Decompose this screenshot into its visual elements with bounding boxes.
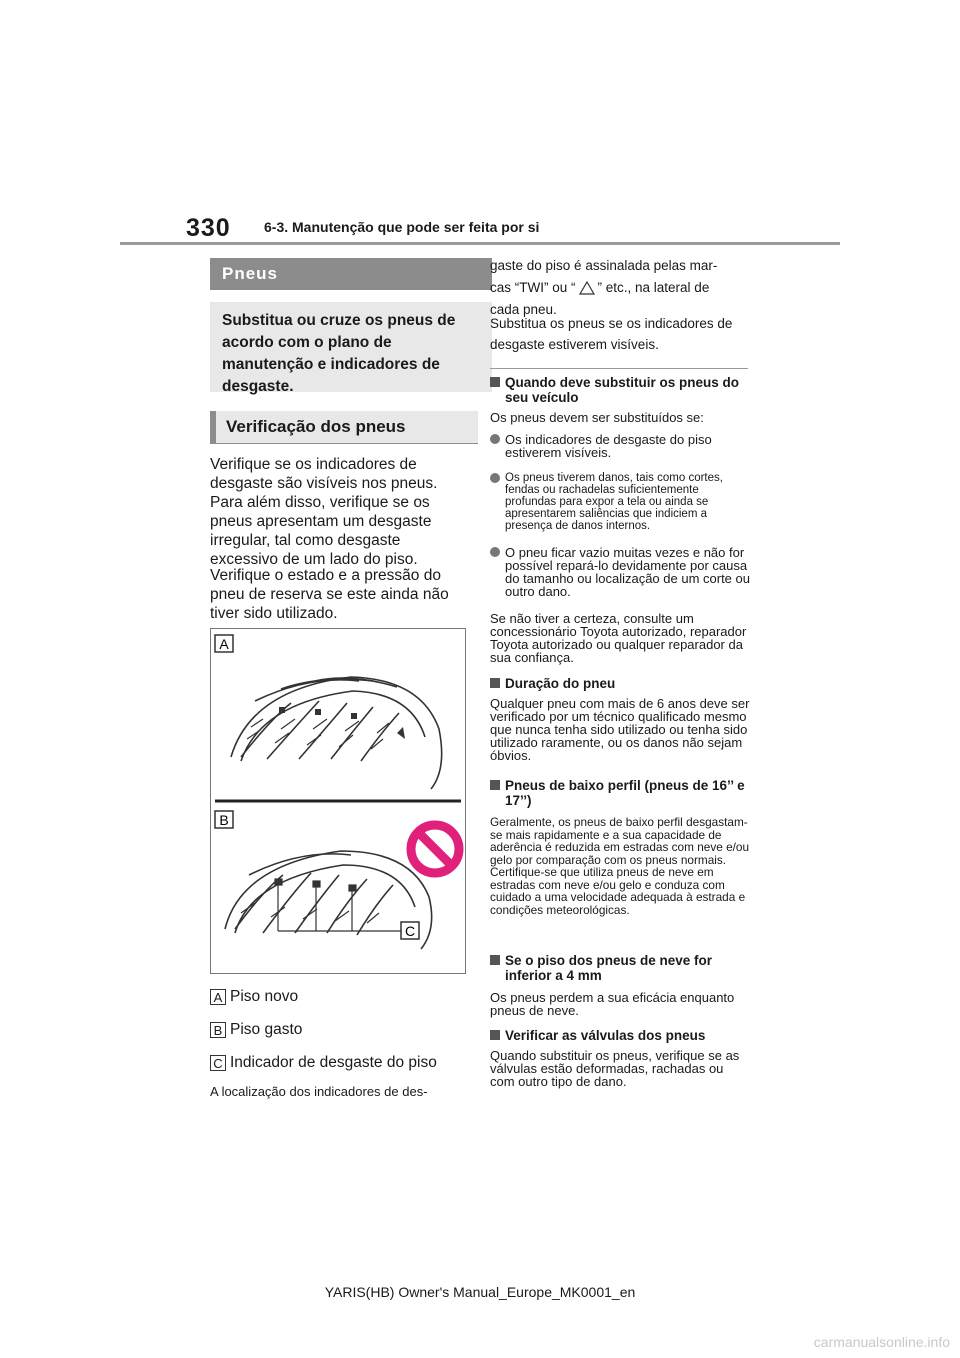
legend-item-c — [210, 1054, 437, 1072]
subsection-heading: Verificação dos pneus — [210, 411, 478, 444]
bullet-flat-often — [490, 546, 750, 598]
wear-indicator-mark — [397, 727, 405, 739]
prohibited-icon — [411, 825, 459, 873]
paragraph-wear-check: Verifique se os indicadores de desgaste são visíveis nos pneus. Para além disso, verifique se os pneus apresentam um desgaste irregular, tal como desgaste excessivo de um lado do piso. — [210, 456, 438, 568]
wear-indicator-pointers — [275, 879, 401, 931]
continued-line-2 — [490, 277, 750, 299]
legend-key-c: C — [210, 1055, 226, 1071]
watermark: carmanualsonline.info — [813, 1334, 950, 1350]
figure-label-b: B — [219, 812, 229, 828]
legend-text-c: Indicador de desgaste do piso — [230, 1054, 437, 1071]
legend-key-a: A — [210, 989, 226, 1005]
legend-text-b: Piso gasto — [230, 1021, 303, 1038]
header-divider — [120, 242, 840, 245]
heading-when-to-replace — [490, 375, 750, 405]
bullet-text: Os indicadores de desgaste do piso estiverem visíveis. — [505, 432, 712, 460]
paragraph-snow-tread: Os pneus perdem a sua eficácia enquanto pneus de neve. — [490, 990, 735, 1018]
continued-line-3: cada pneu. — [490, 302, 557, 317]
chapter-title: 6-3. Manutenção que pode ser feita por si — [264, 219, 540, 235]
heading-low-profile — [490, 778, 750, 808]
legend-item-b — [210, 1021, 302, 1039]
bullet-dot-icon — [490, 434, 500, 444]
heading-when-to-replace-text: Quando deve substituir os pneus do seu veículo — [505, 375, 740, 405]
heading-tire-life — [490, 676, 750, 691]
heading-snow-tread-text: Se o piso dos pneus de neve for inferior a 4 mm — [505, 953, 713, 983]
bullet-dot-icon — [490, 473, 500, 483]
legend-key-b: B — [210, 1022, 226, 1038]
paragraph-low-profile: Geralmente, os pneus de baixo perfil desgastam-se mais rapidamente e a sua capacidade de aderência é reduzida em estradas com neve e/ou gelo por comparação com os pneus normais. Certifique-se que utiliza pneus de neve em estradas com neve e/ou gelo e conduza com cuidado a uma velocidade adequada à estrada e condições meteorológicas. — [490, 815, 750, 917]
tire-diagram — [211, 629, 465, 973]
paragraph-replace-if-visible: Substitua os pneus se os indicadores de desgaste estiverem visíveis. — [490, 316, 733, 352]
heading-valves-text: Verificar as válvulas dos pneus — [505, 1028, 706, 1043]
tire-tread-illustration — [210, 628, 466, 974]
continued-line-2-start: cas “TWI” ou “ — [490, 280, 576, 295]
continued-paragraph — [490, 255, 750, 321]
heading-low-profile-text: Pneus de baixo perfil (pneus de 16’’ e 17’’) — [505, 778, 745, 808]
section-heading-pneus: Pneus — [210, 258, 492, 290]
paragraph-indicator-location: A localização dos indicadores de des- — [210, 1084, 428, 1099]
legend-item-a — [210, 988, 298, 1006]
heading-square-icon — [490, 955, 500, 965]
tread-block — [351, 713, 357, 719]
paragraph-consult-dealer: Se não tiver a certeza, consulte um concessionário Toyota autorizado, reparador Toyota autorizado ou qualquer reparador da sua confiança. — [490, 611, 747, 665]
page-number: 330 — [186, 214, 231, 242]
tread-block — [279, 707, 285, 713]
new-tire-drawing — [231, 677, 442, 789]
bullet-tire-damage — [490, 472, 750, 532]
section-divider — [490, 368, 748, 369]
legend-text-a: Piso novo — [230, 988, 299, 1005]
bullet-dot-icon — [490, 547, 500, 557]
heading-square-icon — [490, 1030, 500, 1040]
heading-square-icon — [490, 377, 500, 387]
tread-block — [315, 709, 321, 715]
triangle-mark-icon — [579, 281, 595, 295]
figure-label-c: C — [404, 923, 416, 939]
paragraph-spare-tire: Verifique o estado e a pressão do pneu de reserva se este ainda não tiver sido utilizado. — [210, 567, 449, 622]
heading-tire-life-text: Duração do pneu — [505, 676, 616, 691]
bullet-text: O pneu ficar vazio muitas vezes e não for possível repará-lo devidamente por causa do tamanho ou localização de um corte ou outro dano. — [505, 545, 750, 599]
paragraph-valves: Quando substituir os pneus, verifique se as válvulas estão deformadas, rachadas ou com outro tipo de dano. — [490, 1048, 740, 1089]
continued-line-1: gaste do piso é assinalada pelas mar- — [490, 258, 718, 273]
replace-intro: Os pneus devem ser substituídos se: — [490, 410, 704, 425]
page-footer: YARIS(HB) Owner's Manual_Europe_MK0001_en — [324, 1284, 636, 1300]
bullet-indicators-visible — [490, 433, 750, 459]
bullet-text: Os pneus tiverem danos, tais como cortes, fendas ou rachadelas suficientemente profundas para expor a tela ou ainda se apresentarem saliências que indiciem a presença de danos internos. — [505, 472, 723, 532]
tread-grooves-new — [247, 719, 389, 749]
heading-valves — [490, 1028, 750, 1043]
heading-snow-tread — [490, 953, 750, 983]
continued-line-2-end: ” etc., na lateral de — [597, 280, 710, 295]
intro-box: Substitua ou cruze os pneus de acordo com o plano de manutenção e indicadores de desgaste. — [210, 302, 492, 392]
paragraph-tire-life: Qualquer pneu com mais de 6 anos deve ser verificado por um técnico qualificado mesmo que nunca tenha sido utilizado ou tenha sido utilizado raramente, ou os danos não sejam óbvios. — [490, 696, 750, 763]
figure-label-a: A — [219, 636, 229, 652]
heading-square-icon — [490, 678, 500, 688]
heading-square-icon — [490, 780, 500, 790]
